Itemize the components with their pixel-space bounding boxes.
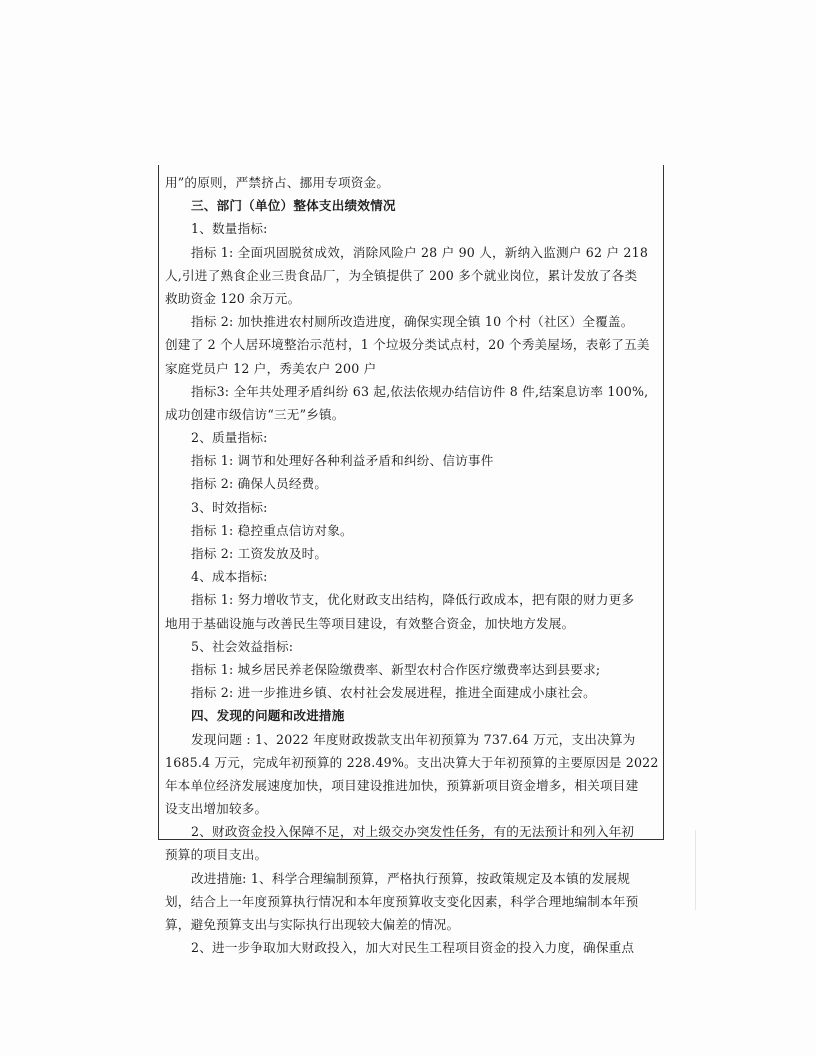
text-line: 划，结合上一年度预算执行情况和本年度预算收支变化因素，科学合理地编制本年预	[165, 893, 639, 909]
text-line: 年本单位经济发展速度加快，项目建设推进加快，预算新项目资金增多，相关项目建	[165, 777, 639, 793]
scan-edge-mark	[695, 830, 696, 910]
text-line: 指标 1: 全面巩固脱贫成效，消除风险户 28 户 90 人，新纳入监测户 62 户 218	[191, 244, 649, 260]
text-line: 指标3: 全年共处理矛盾纠纷 63 起,依法依规办结信访件 8 件,结案息访率 100%,	[191, 383, 649, 399]
table-frame	[158, 165, 664, 956]
text-line: 算，避免预算支出与实际执行出现较大偏差的情况。	[165, 917, 460, 932]
text-line: 指标 2: 加快推进农村厕所改造进度，确保实现全镇 10 个村（社区）全覆盖。	[191, 314, 634, 330]
text-line: 指标 2: 工资发放及时。	[191, 546, 328, 561]
section-heading-3: 三、部门（单位）整体支出绩效情况	[191, 198, 396, 214]
section-heading-4: 四、发现的问题和改进措施	[191, 708, 345, 724]
text-line: 指标 2: 确保人员经费。	[191, 476, 328, 492]
text-line: 改进措施: 1、科学合理编制预算，严格执行预算，按政策规定及本镇的发展规	[191, 870, 631, 886]
text-line: 指标 1: 调节和处理好各种利益矛盾和纠纷、信访事件	[191, 453, 494, 469]
subheading-social: 5、社会效益指标:	[191, 638, 294, 654]
subheading-timeliness: 3、时效指标:	[191, 499, 268, 515]
body-text	[165, 171, 657, 959]
text-line: 人,引进了熟食企业三贵食品厂，为全镇提供了 200 多个就业岗位，累计发放了各类	[165, 267, 638, 283]
text-line: 指标 1: 城乡居民养老保险缴费率、新型农村合作医疗缴费率达到县要求;	[191, 661, 601, 677]
text-line: 地用于基础设施与改善民生等项目建设，有效整合资金，加快地方发展。	[165, 615, 575, 631]
text-line: 指标 2: 进一步推进乡镇、农村社会发展进程，推进全面建成小康社会。	[191, 685, 596, 701]
subheading-cost: 4、成本指标:	[191, 569, 268, 585]
subheading-quality: 2、质量指标:	[191, 430, 268, 446]
text-line: 成功创建市级信访“三无”乡镇。	[165, 406, 345, 422]
text-line: 指标 1: 努力增收节支，优化财政支出结构，降低行政成本，把有限的财力更多	[191, 592, 635, 608]
text-line: 1685.4 万元，完成年初预算的 228.49%。支出决算大于年初预算的主要原因是 2022	[165, 754, 659, 770]
text-line: 救助资金 120 余万元。	[165, 290, 301, 306]
text-line: 2、进一步争取加大财政投入，加大对民生工程项目资金的投入力度，确保重点	[191, 940, 635, 956]
text-line: 创建了 2 个人居环境整治示范村，1 个垃圾分类试点村，20 个秀美屋场，表彰了五美	[165, 337, 650, 353]
subheading-quantity: 1、数量指标:	[191, 221, 268, 237]
text-line: 发现问题 : 1、2022 年度财政拨款支出年初预算为 737.64 万元，支出决算为	[191, 731, 636, 747]
text-line: 2、财政资金投入保障不足，对上级交办突发性任务，有的无法预计和列入年初	[191, 824, 635, 840]
text-line: 设支出增加较多。	[165, 801, 268, 817]
text-line: 家庭党员户 12 户，秀美农户 200 户	[165, 360, 377, 376]
text-line: 预算的项目支出。	[165, 847, 268, 863]
text-line: 指标 1: 稳控重点信访对象。	[191, 522, 353, 538]
text-line: 用”的原则，严禁挤占、挪用专项资金。	[165, 175, 390, 190]
